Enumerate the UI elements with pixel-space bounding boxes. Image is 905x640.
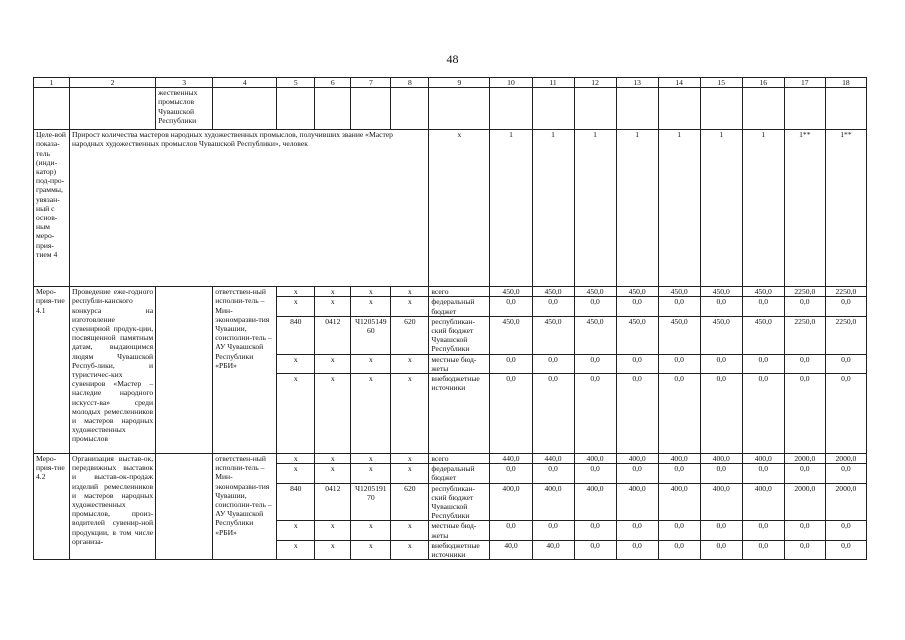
cs-code: Ч1205191 70 — [351, 483, 391, 521]
funding-value: 400,0 — [700, 454, 742, 464]
measure-label: Меро-прия-тие 4.2 — [34, 454, 70, 560]
funding-value: 450,0 — [574, 316, 616, 354]
funding-value: 0,0 — [490, 297, 532, 316]
funding-value: 0,0 — [700, 521, 742, 540]
funding-value: 0,0 — [658, 354, 700, 373]
column-number: 16 — [742, 78, 784, 88]
indicator-value: 1 — [574, 130, 616, 287]
funding-value: 2000,0 — [784, 454, 825, 464]
vr-code: x — [391, 354, 429, 373]
funding-value: 0,0 — [700, 540, 742, 559]
gr-budget-code: x — [277, 521, 315, 540]
funding-value: 0,0 — [658, 540, 700, 559]
column-number: 12 — [574, 78, 616, 88]
funding-value: 0,0 — [825, 354, 866, 373]
funding-value: 0,0 — [742, 464, 784, 483]
funding-value: 450,0 — [742, 316, 784, 354]
funding-value: 440,0 — [532, 454, 574, 464]
funding-value: 0,0 — [532, 464, 574, 483]
column-number: 11 — [532, 78, 574, 88]
funding-value: 0,0 — [616, 374, 658, 454]
funding-value: 450,0 — [658, 316, 700, 354]
gr-budget-code: x — [277, 540, 315, 559]
funding-value: 2250,0 — [825, 287, 866, 297]
rz-pr-code: 0412 — [315, 316, 351, 354]
indicator-value: 1 — [490, 130, 532, 287]
funding-value: 0,0 — [490, 354, 532, 373]
page-number: 48 — [446, 52, 459, 66]
funding-value: 0,0 — [574, 540, 616, 559]
funding-value: 0,0 — [658, 374, 700, 454]
measure-executor: ответствен-ный исполни-тель – Мин-экономразви-тия Чувашии, соисполни-тель – АУ Чувашской Республики «РБИ» — [213, 454, 277, 560]
rz-pr-code: x — [315, 454, 351, 464]
indicator-value: 1** — [825, 130, 866, 287]
funding-value: 0,0 — [784, 297, 825, 316]
funding-value: 0,0 — [784, 374, 825, 454]
funding-value: 2250,0 — [784, 287, 825, 297]
cs-code: x — [351, 297, 391, 316]
empty-cell — [156, 454, 213, 560]
funding-value: 400,0 — [616, 454, 658, 464]
funding-value: 400,0 — [658, 454, 700, 464]
funding-row — [34, 454, 867, 464]
column-number: 8 — [391, 78, 429, 88]
cs-code: x — [351, 464, 391, 483]
column-number: 7 — [351, 78, 391, 88]
column-number: 15 — [700, 78, 742, 88]
funding-value: 450,0 — [700, 316, 742, 354]
indicator-source: x — [429, 130, 490, 287]
funding-value: 0,0 — [825, 374, 866, 454]
gr-budget-code: x — [277, 464, 315, 483]
funding-value: 2250,0 — [784, 316, 825, 354]
continuation-text: жественных промыслов Чувашской Республики — [156, 88, 213, 130]
vr-code: x — [391, 464, 429, 483]
column-number: 9 — [429, 78, 490, 88]
funding-source: республикан-ский бюджет Чувашской Республики — [429, 483, 490, 521]
gr-budget-code: x — [277, 454, 315, 464]
rz-pr-code: x — [315, 540, 351, 559]
funding-source: всего — [429, 454, 490, 464]
funding-value: 400,0 — [574, 454, 616, 464]
funding-value: 0,0 — [574, 464, 616, 483]
indicator-row — [34, 130, 867, 287]
funding-value: 40,0 — [532, 540, 574, 559]
indicator-value: 1 — [700, 130, 742, 287]
vr-code: x — [391, 297, 429, 316]
vr-code: x — [391, 287, 429, 297]
vr-code: x — [391, 374, 429, 454]
indicator-value: 1 — [658, 130, 700, 287]
funding-value: 2250,0 — [825, 316, 866, 354]
funding-value: 0,0 — [532, 374, 574, 454]
cs-code: Ч1205149 60 — [351, 316, 391, 354]
funding-value: 0,0 — [574, 297, 616, 316]
funding-value: 0,0 — [784, 354, 825, 373]
funding-value: 0,0 — [825, 297, 866, 316]
funding-value: 0,0 — [490, 521, 532, 540]
rz-pr-code: x — [315, 287, 351, 297]
funding-value: 0,0 — [700, 354, 742, 373]
budget-table — [33, 77, 867, 560]
rz-pr-code: 0412 — [315, 483, 351, 521]
funding-value: 400,0 — [700, 483, 742, 521]
funding-source: всего — [429, 287, 490, 297]
funding-source: внебюджетные источники — [429, 374, 490, 454]
gr-budget-code: x — [277, 297, 315, 316]
funding-value: 0,0 — [658, 297, 700, 316]
header-row — [34, 78, 867, 88]
funding-value: 0,0 — [616, 354, 658, 373]
indicator-value: 1 — [742, 130, 784, 287]
measure-description: Проведение еже-годного республи-канского конкурса на изготовление сувенирной продук-ции, посвященной памятным датам, выдающимся людям Чувашской Респуб-лики, и туристичес-ких сувениров «Мастер – наследие народного искусст-ва» среди молодых ремесленников и мастеров народных художественных промыслов — [70, 287, 156, 454]
funding-value: 450,0 — [574, 287, 616, 297]
funding-value: 0,0 — [700, 297, 742, 316]
column-number: 18 — [825, 78, 866, 88]
funding-value: 400,0 — [616, 483, 658, 521]
indicator-value: 1** — [784, 130, 825, 287]
funding-value: 0,0 — [532, 297, 574, 316]
funding-value: 450,0 — [490, 287, 532, 297]
cs-code: x — [351, 540, 391, 559]
funding-value: 0,0 — [742, 297, 784, 316]
funding-value: 400,0 — [658, 483, 700, 521]
funding-value: 0,0 — [784, 464, 825, 483]
funding-value: 0,0 — [742, 354, 784, 373]
funding-value: 400,0 — [742, 483, 784, 521]
vr-code: x — [391, 540, 429, 559]
rz-pr-code: x — [315, 521, 351, 540]
funding-value: 400,0 — [742, 454, 784, 464]
funding-value: 0,0 — [742, 374, 784, 454]
funding-value: 400,0 — [532, 483, 574, 521]
gr-budget-code: 840 — [277, 316, 315, 354]
rz-pr-code: x — [315, 297, 351, 316]
gr-budget-code: x — [277, 354, 315, 373]
funding-value: 450,0 — [616, 316, 658, 354]
indicator-description: Прирост количества мастеров народных художественных промыслов, получивших звание «Мастер народных художественных промыслов Чувашской Республики», человек — [70, 130, 429, 287]
funding-row — [34, 287, 867, 297]
funding-value: 450,0 — [700, 287, 742, 297]
funding-value: 0,0 — [742, 521, 784, 540]
column-number-header — [34, 78, 867, 88]
funding-source: федеральный бюджет — [429, 297, 490, 316]
funding-value: 0,0 — [616, 540, 658, 559]
column-number: 1 — [34, 78, 70, 88]
funding-value: 450,0 — [616, 287, 658, 297]
funding-value: 440,0 — [490, 454, 532, 464]
funding-value: 450,0 — [532, 316, 574, 354]
column-number: 4 — [213, 78, 277, 88]
column-number: 13 — [616, 78, 658, 88]
funding-value: 0,0 — [616, 521, 658, 540]
vr-code: x — [391, 454, 429, 464]
vr-code: 620 — [391, 316, 429, 354]
column-number: 2 — [70, 78, 156, 88]
cs-code: x — [351, 521, 391, 540]
rz-pr-code: x — [315, 374, 351, 454]
measure-description: Организация выстав-ок, передвижных выставок и выстав-ок-продаж изделий ремесленников и мастеров народных художественных промыслов, произ-водителей сувенир-ной продукции, в том числе организа- — [70, 454, 156, 560]
gr-budget-code: x — [277, 287, 315, 297]
funding-value: 0,0 — [700, 464, 742, 483]
funding-value: 0,0 — [532, 521, 574, 540]
measure-executor: ответствен-ный исполни-тель – Мин-экономразви-тия Чувашии, соисполни-тель – АУ Чувашской Республики «РБИ» — [213, 287, 277, 454]
funding-value: 0,0 — [574, 521, 616, 540]
funding-value: 0,0 — [616, 297, 658, 316]
cs-code: x — [351, 454, 391, 464]
column-number: 6 — [315, 78, 351, 88]
column-number: 10 — [490, 78, 532, 88]
funding-value: 0,0 — [700, 374, 742, 454]
column-number: 14 — [658, 78, 700, 88]
table-body — [34, 88, 867, 560]
continuation-row — [34, 88, 867, 130]
empty-cell — [156, 287, 213, 454]
funding-value: 450,0 — [742, 287, 784, 297]
funding-value: 0,0 — [616, 464, 658, 483]
funding-value: 450,0 — [490, 316, 532, 354]
gr-budget-code: 840 — [277, 483, 315, 521]
funding-value: 0,0 — [784, 540, 825, 559]
funding-value: 2000,0 — [825, 483, 866, 521]
measure-label: Меро-прия-тие 4.1 — [34, 287, 70, 454]
funding-value: 0,0 — [784, 521, 825, 540]
column-number: 3 — [156, 78, 213, 88]
funding-value: 0,0 — [490, 464, 532, 483]
funding-value: 0,0 — [532, 354, 574, 373]
column-number: 5 — [277, 78, 315, 88]
funding-value: 0,0 — [825, 540, 866, 559]
funding-value: 0,0 — [658, 521, 700, 540]
funding-value: 0,0 — [490, 374, 532, 454]
funding-source: внебюджетные источники — [429, 540, 490, 559]
indicator-value: 1 — [616, 130, 658, 287]
funding-value: 450,0 — [658, 287, 700, 297]
funding-value: 400,0 — [574, 483, 616, 521]
funding-value: 400,0 — [490, 483, 532, 521]
rz-pr-code: x — [315, 354, 351, 373]
cs-code: x — [351, 354, 391, 373]
indicator-value: 1 — [532, 130, 574, 287]
gr-budget-code: x — [277, 374, 315, 454]
funding-value: 0,0 — [658, 464, 700, 483]
funding-value: 0,0 — [574, 354, 616, 373]
funding-value: 0,0 — [574, 374, 616, 454]
funding-source: местные бюд-жеты — [429, 354, 490, 373]
cs-code: x — [351, 374, 391, 454]
funding-value: 0,0 — [742, 540, 784, 559]
funding-value: 2000,0 — [784, 483, 825, 521]
rz-pr-code: x — [315, 464, 351, 483]
vr-code: x — [391, 521, 429, 540]
funding-source: местные бюд-жеты — [429, 521, 490, 540]
funding-source: федеральный бюджет — [429, 464, 490, 483]
column-number: 17 — [784, 78, 825, 88]
funding-source: республикан-ский бюджет Чувашской Республики — [429, 316, 490, 354]
funding-value: 0,0 — [825, 464, 866, 483]
funding-value: 2000,0 — [825, 454, 866, 464]
funding-value: 40,0 — [490, 540, 532, 559]
vr-code: 620 — [391, 483, 429, 521]
funding-value: 0,0 — [825, 521, 866, 540]
cs-code: x — [351, 287, 391, 297]
indicator-label: Целе-вой показа-тель (инди-катор) под-про-граммы, увязан-ный с основ-ным меро-прия-тием 4 — [34, 130, 70, 287]
funding-value: 450,0 — [532, 287, 574, 297]
